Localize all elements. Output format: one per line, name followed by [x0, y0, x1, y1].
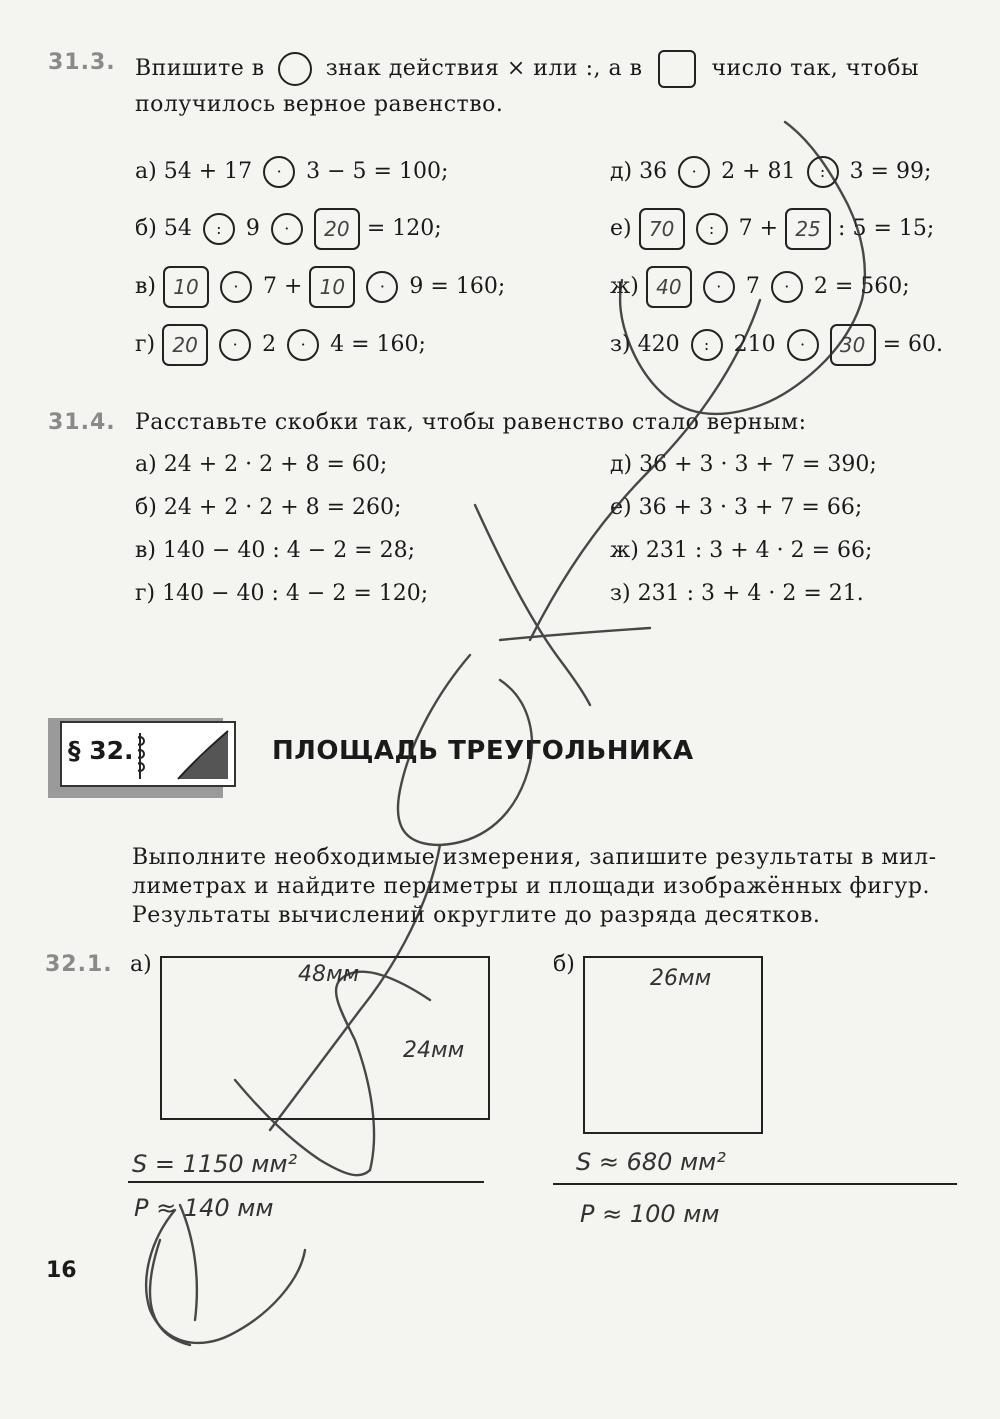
handwritten-measure: 24мм [403, 1038, 465, 1063]
operation-circle: · [787, 329, 819, 361]
row-label: з) [610, 581, 631, 606]
equation-part: 7 [745, 274, 760, 299]
operation-circle: : [691, 329, 723, 361]
handwritten-measure: 48мм [298, 962, 360, 987]
row-label: б) [135, 495, 157, 520]
scribble-stroke [146, 1210, 305, 1343]
instruction-text: Расставьте скобки так, чтобы равенство стало верным: [135, 410, 807, 435]
equation-part: 36 [639, 159, 668, 184]
equation-part: 420 [637, 332, 680, 357]
equation-text: 24 + 2 · 2 + 8 = 260; [163, 495, 402, 520]
exercise-number-32-1: 32.1. [45, 952, 113, 977]
handwritten-perimeter: P ≈ 140 мм [134, 1194, 274, 1222]
equation-part: 3 = 99; [849, 159, 932, 184]
answer-box: 10 [163, 266, 209, 308]
operation-circle: · [263, 156, 295, 188]
scribble-stroke [620, 280, 690, 410]
scribble-stroke [398, 655, 532, 845]
operation-circle: · [219, 329, 251, 361]
equation-text: 231 : 3 + 4 · 2 = 21. [637, 581, 864, 606]
operation-circle: : [807, 156, 839, 188]
section-intro-line: Результаты вычислений округлите до разряда десятков. [132, 903, 821, 928]
equation-part: 3 − 5 = 100; [306, 159, 449, 184]
row-label: г) [135, 581, 156, 606]
row-label: е) [610, 216, 632, 241]
figure-label-a: а) [130, 952, 152, 977]
equation-part: : 5 = 15; [838, 216, 935, 241]
exercise-number-31-3: 31.3. [48, 50, 116, 75]
handwritten-measure: 26мм [650, 966, 712, 991]
equation-text: 140 − 40 : 4 − 2 = 120; [162, 581, 429, 606]
row-label: ж) [610, 538, 639, 563]
equation-part: 7 + [738, 216, 779, 241]
operation-circle: · [703, 271, 735, 303]
scribble-stroke [150, 1240, 190, 1345]
row-label: д) [610, 159, 633, 184]
scribble-stroke [500, 628, 650, 640]
answer-box: 20 [314, 208, 360, 250]
operation-circle: : [696, 213, 728, 245]
equation-part: 9 = 160; [409, 274, 506, 299]
section-title: ПЛОЩАДЬ ТРЕУГОЛЬНИКА [272, 736, 694, 766]
scribble-stroke [180, 1205, 197, 1320]
instruction-part-2: знак действия × или :, а в [325, 56, 643, 81]
exercise-number-31-4: 31.4. [48, 410, 116, 435]
scribble-stroke [336, 972, 430, 1170]
equation-part: 2 = 560; [813, 274, 910, 299]
scribble-stroke [270, 845, 440, 1130]
handwritten-area: S ≈ 680 мм² [576, 1148, 726, 1176]
equation-part: 9 [245, 216, 260, 241]
operation-circle: : [203, 213, 235, 245]
equation-text: 24 + 2 · 2 + 8 = 60; [163, 452, 388, 477]
operation-circle: · [220, 271, 252, 303]
operation-circle: · [271, 213, 303, 245]
row-label: а) [135, 159, 157, 184]
equation-part: = 60. [882, 332, 944, 357]
answer-box: 70 [639, 208, 685, 250]
row-label: г) [135, 332, 156, 357]
equation-part: 2 + 81 [721, 159, 796, 184]
section-number: § 32. [68, 736, 134, 765]
row-label: б) [135, 216, 157, 241]
answer-box: 10 [309, 266, 355, 308]
equation-text: 36 + 3 · 3 + 7 = 66; [638, 495, 863, 520]
row-label: а) [135, 452, 157, 477]
operation-circle: · [366, 271, 398, 303]
operation-circle: · [771, 271, 803, 303]
row-label: в) [135, 274, 156, 299]
row-label: д) [610, 452, 633, 477]
equation-part: 2 [262, 332, 277, 357]
equation-part: = 120; [366, 216, 442, 241]
equation-part: 54 + 17 [163, 159, 253, 184]
page-number: 16 [46, 1258, 77, 1283]
row-label: з) [610, 332, 631, 357]
equation-text: 231 : 3 + 4 · 2 = 66; [645, 538, 873, 563]
answer-box: 30 [830, 324, 876, 366]
equation-part: 7 + [262, 274, 303, 299]
row-label: в) [135, 538, 156, 563]
instruction-line-2: получилось верное равенство. [135, 92, 504, 117]
instruction-part-1: Впишите в [135, 56, 265, 81]
section-intro-line: Выполните необходимые измерения, запишите результаты в мил- [132, 845, 937, 870]
equation-part: 54 [163, 216, 192, 241]
section-intro-line: лиметрах и найдите периметры и площади изображённых фигур. [132, 874, 930, 899]
scribble-stroke [530, 300, 760, 640]
row-label: е) [610, 495, 632, 520]
equation-text: 36 + 3 · 3 + 7 = 390; [639, 452, 877, 477]
handwritten-perimeter: P ≈ 100 мм [580, 1200, 720, 1228]
figure-label-b: б) [553, 952, 575, 977]
scribble-stroke [475, 505, 590, 705]
equation-text: 140 − 40 : 4 − 2 = 28; [162, 538, 416, 563]
scribble-stroke [690, 122, 865, 414]
instruction-part-3: число так, чтобы [711, 56, 919, 81]
answer-box: 40 [646, 266, 692, 308]
answer-box: 25 [785, 208, 831, 250]
scribble-stroke [235, 1080, 370, 1175]
operation-circle: · [287, 329, 319, 361]
answer-box: 20 [162, 324, 208, 366]
operation-circle: · [678, 156, 710, 188]
handwritten-area: S = 1150 мм² [132, 1150, 298, 1178]
equation-part: 4 = 160; [330, 332, 426, 357]
equation-part: 210 [733, 332, 776, 357]
row-label: ж) [610, 274, 639, 299]
